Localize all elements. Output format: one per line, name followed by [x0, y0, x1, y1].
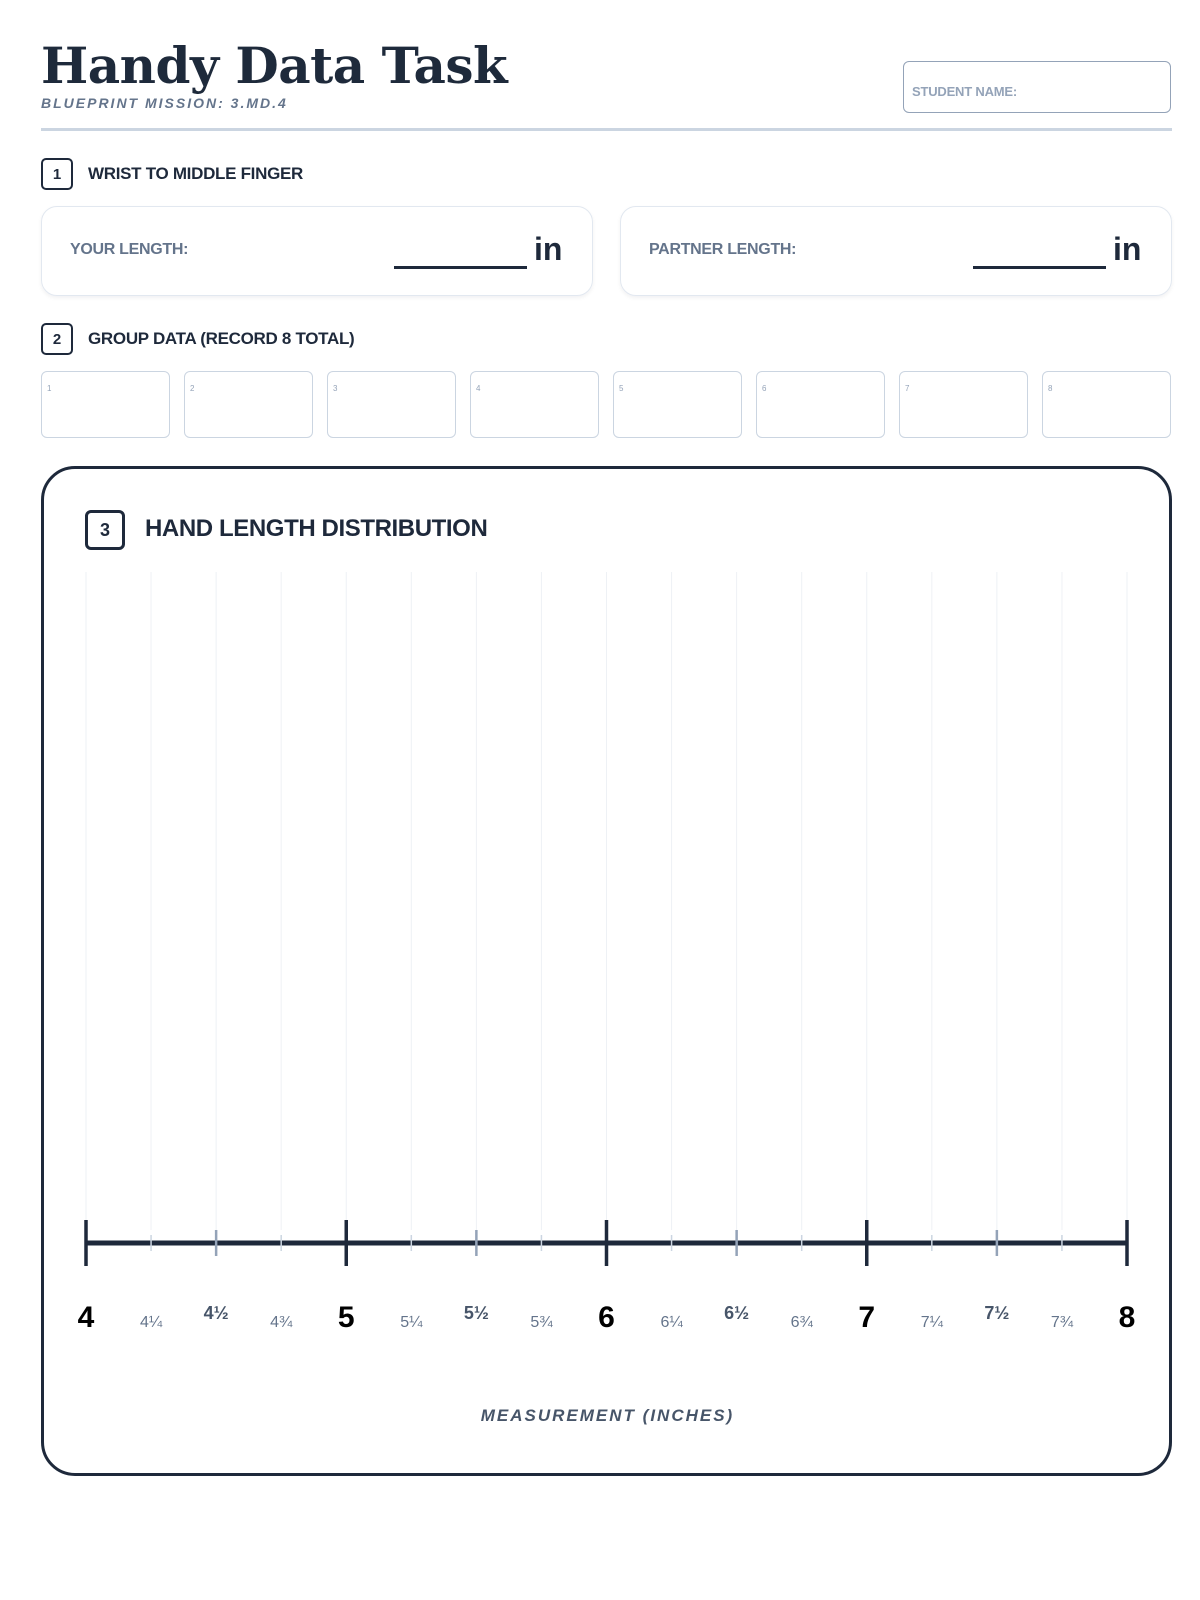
section-3-badge: 3	[85, 510, 125, 550]
tick-label: 6¾	[790, 1314, 813, 1331]
student-name-label: STUDENT NAME:	[912, 84, 1018, 99]
tick-label: 4	[77, 1301, 95, 1334]
section-1-badge: 1	[41, 158, 73, 190]
group-box-number: 5	[619, 384, 624, 393]
tick-label: 4½	[203, 1303, 229, 1323]
group-box-number: 4	[476, 384, 481, 393]
tick-label: 5½	[463, 1303, 489, 1323]
tick-label: 5	[337, 1301, 355, 1334]
group-box-number: 6	[762, 384, 767, 393]
group-box-number: 3	[333, 384, 338, 393]
x-axis-label: MEASUREMENT (INCHES)	[480, 1406, 735, 1425]
page-subtitle: BLUEPRINT MISSION: 3.MD.4	[41, 95, 288, 111]
section-3-label: HAND LENGTH DISTRIBUTION	[145, 515, 488, 542]
tick-label: 5¼	[400, 1314, 423, 1331]
tick-label: 6	[598, 1301, 615, 1334]
section-2-label: GROUP DATA (RECORD 8 TOTAL)	[88, 329, 355, 348]
your-length-unit: in	[534, 231, 563, 267]
your-length-label: YOUR LENGTH:	[70, 241, 189, 258]
group-box-number: 7	[905, 384, 910, 393]
tick-label: 4¼	[139, 1314, 163, 1331]
section-2-badge: 2	[41, 323, 73, 355]
group-box-number: 1	[47, 384, 52, 393]
group-box-number: 8	[1048, 384, 1053, 393]
partner-length-unit: in	[1113, 231, 1142, 267]
tick-label: 4¾	[270, 1314, 293, 1331]
section-1-label: WRIST TO MIDDLE FINGER	[88, 164, 304, 183]
tick-label: 8	[1118, 1301, 1136, 1334]
tick-label: 6¼	[660, 1314, 683, 1331]
tick-label: 7¼	[920, 1314, 943, 1331]
partner-length-label: PARTNER LENGTH:	[649, 241, 797, 258]
group-box-number: 2	[190, 384, 195, 393]
page-title: Handy Data Task	[41, 36, 508, 95]
tick-label: 6½	[724, 1303, 750, 1323]
tick-label: 7¾	[1050, 1314, 1074, 1331]
tick-label: 7½	[984, 1303, 1010, 1323]
tick-label: 7	[858, 1301, 876, 1334]
tick-label: 5¾	[530, 1314, 553, 1331]
